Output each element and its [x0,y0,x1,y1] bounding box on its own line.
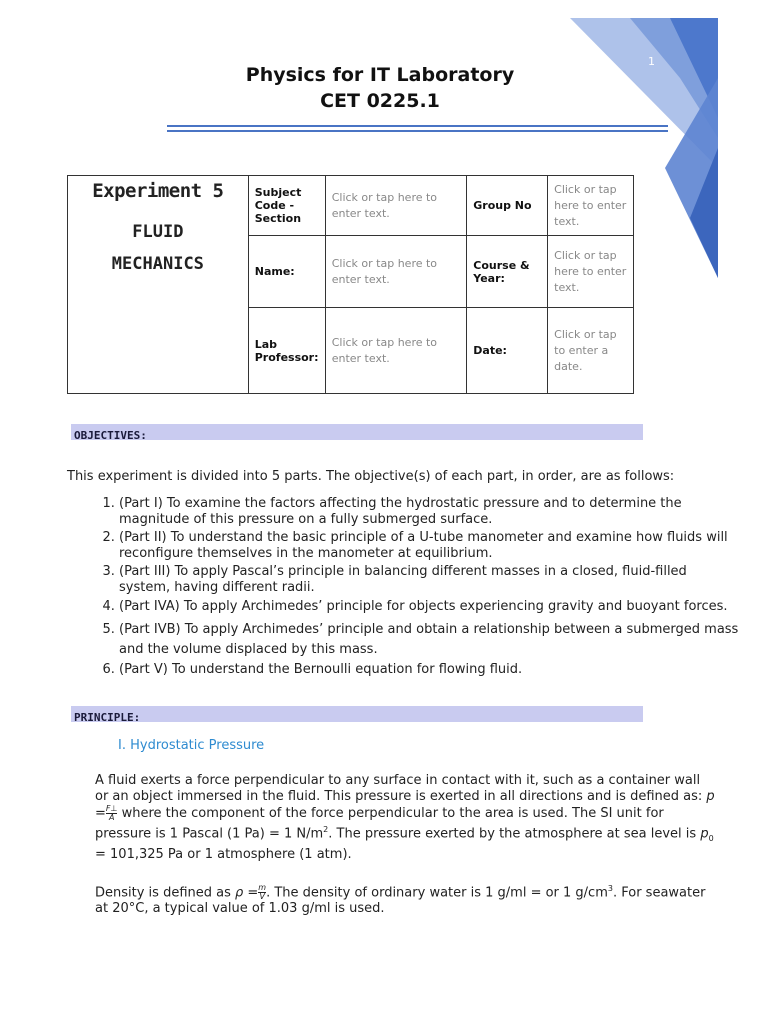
course-year-placeholder: Click or tap here to enter text. [554,248,627,294]
experiment-subtitle [74,216,242,280]
experiment-subtitle-line2: MECHANICS [111,254,204,274]
date-label: Date: [473,344,507,357]
density-unit-superscript: 3 [607,884,613,893]
list-item: 6. (Part V) To understand the Bernoulli equation for flowing fluid. [119,662,739,678]
experiment-cell [68,176,249,394]
group-no-placeholder: Click or tap here to enter text. [554,182,627,228]
list-item: 3. (Part III) To apply Pascal’s principle in balancing different masses in a closed, fluid-filled system, having different radii. [119,564,739,596]
list-item: 1. (Part I) To examine the factors affecting the hydrostatic pressure and to determine the magnitude of this pressure on a fully submerged surface. [119,496,739,528]
pressure-unit-superscript: 2 [323,825,329,834]
corner-decoration [570,18,718,278]
atmospheric-pressure-subscript: 0 [708,833,714,843]
density-equation-numerator: m [258,883,267,893]
pressure-equation-lhs: p = [95,789,715,821]
density-paragraph [95,881,715,917]
subject-code-field[interactable] [325,176,467,236]
density-text-3: . For seawater at 20°C, a typical value of 1.03 g/ml is used. [95,885,706,917]
experiment-subtitle-line1: FLUID [132,222,184,242]
page-number: 1 [648,55,655,68]
experiment-title: Experiment 5 [92,180,224,202]
principle-heading-bar [71,706,643,722]
pressure-text-3: . The pressure exerted by the atmosphere at sea level is [328,826,701,842]
density-text-2: . The density of ordinary water is 1 g/ml = or 1 g/cm [266,885,608,901]
title-line-1: Physics for IT Laboratory [245,64,515,86]
group-no-label: Group No [473,199,532,212]
name-label-cell [248,236,325,308]
density-equation-lhs: ρ = [235,885,259,901]
list-item: 2. (Part II) To understand the basic principle of a U-tube manometer and examine how fluids will reconfigure themselves in the manometer at equilibrium. [119,530,739,562]
pressure-equation-numerator: F⊥ [105,804,118,813]
subject-code-label: Subject Code - Section [254,186,302,225]
course-year-label: Course & Year: [473,258,530,285]
hydrostatic-pressure-heading: I. Hydrostatic Pressure [118,738,265,753]
document-title [190,62,570,114]
pressure-equation-denominator: A [108,813,115,822]
objectives-heading-bar [71,424,643,440]
lab-professor-field[interactable] [325,308,467,394]
pressure-text-4: = 101,325 Pa or 1 atmosphere (1 atm). [95,846,352,862]
date-label-cell [467,308,548,394]
pressure-text-1: A fluid exerts a force perpendicular to any surface in contact with it, such as a container wall or an object immersed in the fluid. This pressure is exerted in all directions and is defined as: [95,773,707,804]
density-equation-denominator: V [259,892,265,902]
title-line-2: CET 0225.1 [320,90,440,112]
list-item: 4. (Part IVA) To apply Archimedes’ principle for objects experiencing gravity and buoyant forces. [119,599,739,615]
objectives-heading: OBJECTIVES: [74,429,147,442]
pressure-equation-fraction [106,805,118,822]
name-label: Name: [254,265,295,278]
date-field[interactable] [548,308,634,394]
experiment-info-table [67,175,634,394]
group-no-label-cell [467,176,548,236]
pressure-paragraph [95,773,715,863]
objectives-intro: This experiment is divided into 5 parts. The objective(s) of each part, in order, are as follows: [67,469,675,484]
list-item: 5. (Part IVB) To apply Archimedes’ principle and obtain a relationship between a submerged mass and the volume displaced by this mass. [119,620,739,660]
name-field[interactable] [325,236,467,308]
subject-code-placeholder: Click or tap here to enter text. [331,190,438,220]
lab-professor-placeholder: Click or tap here to enter text. [331,335,438,365]
density-equation-fraction [258,884,266,901]
course-year-label-cell [467,236,548,308]
objectives-list [86,496,739,680]
atmospheric-pressure-symbol: p [700,826,709,842]
principle-heading: PRINCIPLE: [74,711,141,724]
density-text-1: Density is defined as [95,885,236,901]
date-placeholder: Click or tap to enter a date. [554,327,617,373]
lab-professor-label-cell [248,308,325,394]
lab-professor-label: Lab Professor: [254,337,319,364]
pressure-text-2: where the component of the force perpendicular to the area is used. The SI unit for pressure is 1 Pascal (1 Pa) = 1 N/m [95,806,664,842]
subject-code-label-cell [248,176,325,236]
name-placeholder: Click or tap here to enter text. [331,256,438,286]
